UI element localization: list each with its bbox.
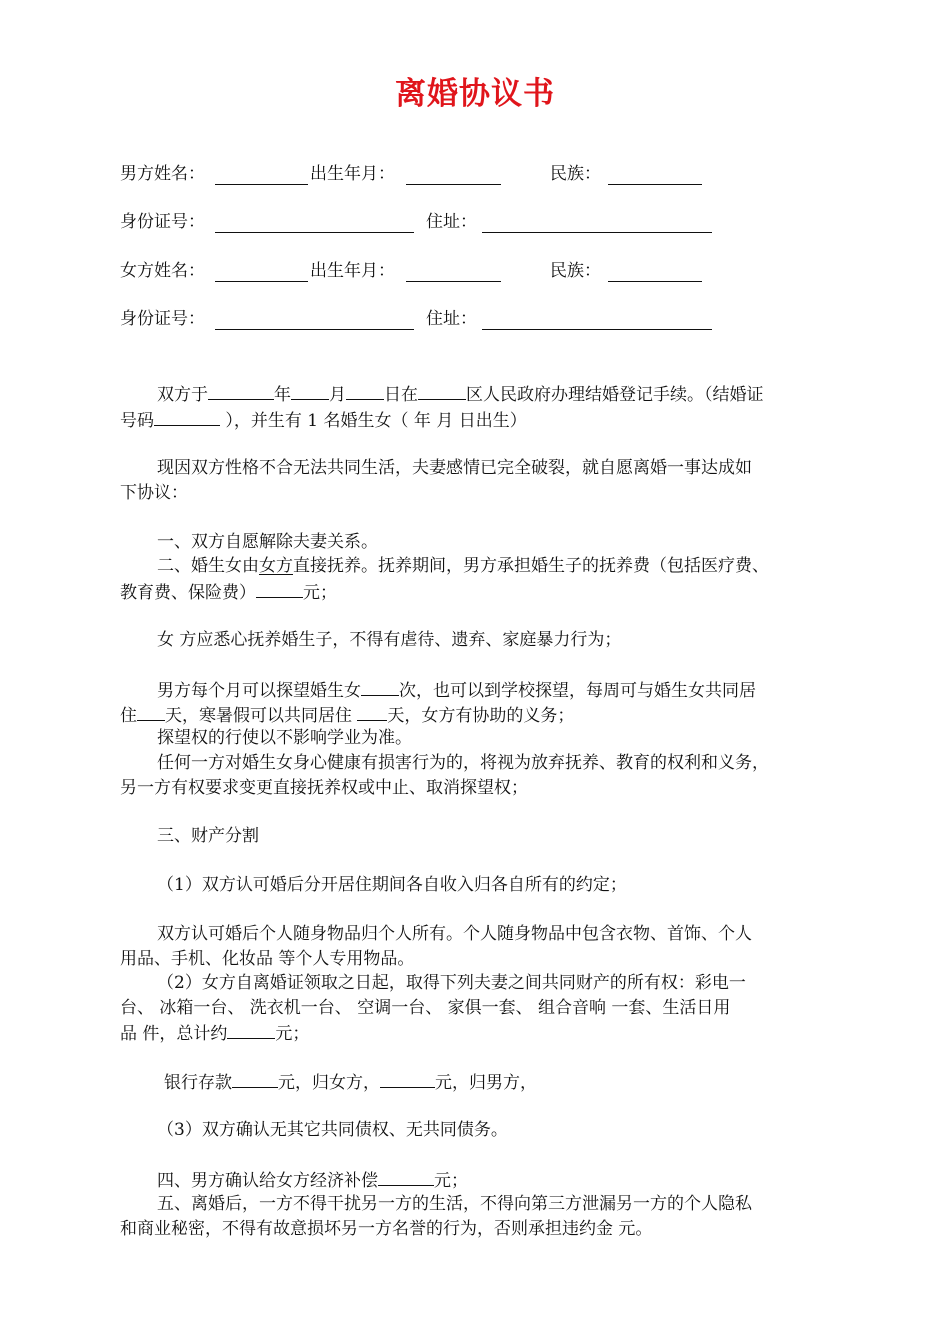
text: 教育费、保险费） — [120, 583, 256, 603]
visit-times-blank — [361, 677, 399, 696]
text: 号码 — [120, 411, 154, 431]
male-birth-label: 出生年月： — [310, 164, 395, 184]
clause-2-line-1 — [157, 554, 769, 578]
female-id-row — [120, 307, 720, 331]
clause-2-line-2 — [120, 579, 337, 605]
certificate-number-blank — [154, 407, 220, 426]
male-info-row — [120, 162, 720, 186]
female-address-label: 住址： — [426, 309, 477, 329]
weekly-days-blank — [137, 702, 165, 721]
holiday-days-blank — [357, 702, 387, 721]
male-name-blank — [215, 184, 308, 185]
support-amount-blank — [256, 579, 303, 598]
personal-items-line-1: 双方认可婚后个人随身物品归个人所有。个人随身物品中包含衣物、首饰、个人 — [157, 924, 752, 944]
female-id-label: 身份证号： — [120, 309, 205, 329]
male-name-label: 男方姓名： — [120, 164, 205, 184]
female-name-label: 女方姓名： — [120, 261, 205, 281]
text: 四、男方确认给女方经济补偿 — [157, 1171, 378, 1191]
clause-5-line-1: 五、离婚后，一方不得干扰另一方的生活，不得向第三方泄漏另一方的个人隐私 — [157, 1194, 752, 1214]
property-item-2-line-3 — [120, 1020, 309, 1046]
property-item-3: （3）双方确认无其它共同债权、无共同债务。 — [157, 1120, 508, 1140]
text: 年 — [274, 385, 291, 405]
personal-items-line-2: 用品、手机、化妆品 等个人专用物品。 — [120, 949, 415, 969]
visitation-line-2 — [120, 702, 574, 728]
female-ethnic-label: 民族： — [550, 261, 601, 281]
section-property-heading: 三、财产分割 — [157, 826, 259, 846]
male-address-label: 住址： — [426, 212, 477, 232]
divorce-reason-line-2: 下协议： — [120, 483, 188, 503]
divorce-reason-line-1: 现因双方性格不合无法共同生活，夫妻感情已完全破裂，就自愿离婚一事达成如 — [157, 458, 752, 478]
female-birth-blank — [406, 281, 501, 282]
deposit-male-blank — [380, 1069, 435, 1088]
male-ethnic-blank — [608, 184, 702, 185]
female-id-blank — [215, 329, 414, 330]
document-title: 离婚协议书 — [395, 76, 555, 112]
text: 月 — [329, 385, 346, 405]
text: 男方每个月可以探望婚生女 — [157, 681, 361, 701]
month-blank — [291, 381, 329, 400]
district-blank — [418, 381, 466, 400]
property-item-2-line-2: 台、 冰箱一台、 洗衣机一台、 空调一台、 家俱一套、 组合音响 一套、生活日用 — [120, 998, 731, 1018]
visitation-rule: 探望权的行使以不影响学业为准。 — [157, 728, 412, 748]
harm-clause-line-2: 另一方有权要求变更直接抚养权或中止、取消探望权； — [120, 778, 528, 798]
text: 元； — [303, 583, 337, 603]
text: 次，也可以到学校探望，每周可与婚生女共同居 — [399, 681, 756, 701]
clause-1: 一、双方自愿解除夫妻关系。 — [157, 532, 378, 552]
male-address-blank — [482, 232, 712, 233]
text: 区人民政府办理结婚登记手续。（结婚证 — [466, 385, 764, 405]
property-item-2-line-1: （2）女方自离婚证领取之日起，取得下列夫妻之间共同财产的所有权：彩电一 — [157, 973, 746, 993]
text: 二、婚生女由 — [157, 556, 259, 576]
property-item-1: （1）双方认可婚后分开居住期间各自收入归各自所有的约定； — [157, 875, 627, 895]
clause-4 — [157, 1167, 468, 1193]
male-id-row — [120, 210, 720, 234]
compensation-blank — [378, 1167, 434, 1186]
text: 直接抚养。抚养期间，男方承担婚生子的抚养费（包括医疗费、 — [293, 556, 769, 576]
text: 元，归女方， — [278, 1073, 380, 1093]
harm-clause-line-1: 任何一方对婚生女身心健康有损害行为的，将视为放弃抚养、教育的权利和义务， — [157, 753, 769, 773]
clause-5-line-2: 和商业秘密，不得有故意损坏另一方名誉的行为，否则承担违约金 元。 — [120, 1219, 653, 1239]
text: 日在 — [384, 385, 418, 405]
visitation-line-1 — [157, 677, 756, 703]
care-obligation: 女 方应悉心抚养婚生子，不得有虐待、遗弃、家庭暴力行为； — [157, 630, 622, 650]
custodian-text: 女方 — [259, 556, 293, 576]
female-birth-label: 出生年月： — [310, 261, 395, 281]
marriage-registration-line-1 — [157, 381, 764, 407]
text: 元； — [275, 1024, 310, 1044]
year-blank — [208, 381, 274, 400]
text: 天，女方有协助的义务； — [387, 706, 575, 726]
text: 品 件，总计约 — [120, 1024, 228, 1044]
female-address-blank — [482, 329, 712, 330]
male-birth-blank — [406, 184, 501, 185]
total-value-blank — [227, 1020, 275, 1039]
text: 元； — [434, 1171, 468, 1191]
text: 元，归男方， — [435, 1073, 537, 1093]
male-id-label: 身份证号： — [120, 212, 205, 232]
text: 银行存款 — [164, 1073, 232, 1093]
text: 住 — [120, 706, 137, 726]
day-blank — [346, 381, 384, 400]
male-id-blank — [215, 232, 414, 233]
text: ），并生有 1 名婚生女（ 年 月 日出生） — [220, 411, 527, 431]
male-ethnic-label: 民族： — [550, 164, 601, 184]
bank-deposit-line — [164, 1069, 537, 1095]
marriage-registration-line-2 — [120, 407, 527, 433]
female-ethnic-blank — [608, 281, 702, 282]
text: 双方于 — [157, 385, 208, 405]
female-info-row — [120, 259, 720, 283]
female-name-blank — [215, 281, 308, 282]
deposit-female-blank — [232, 1069, 278, 1088]
text: 天，寒暑假可以共同居住 — [165, 706, 358, 726]
